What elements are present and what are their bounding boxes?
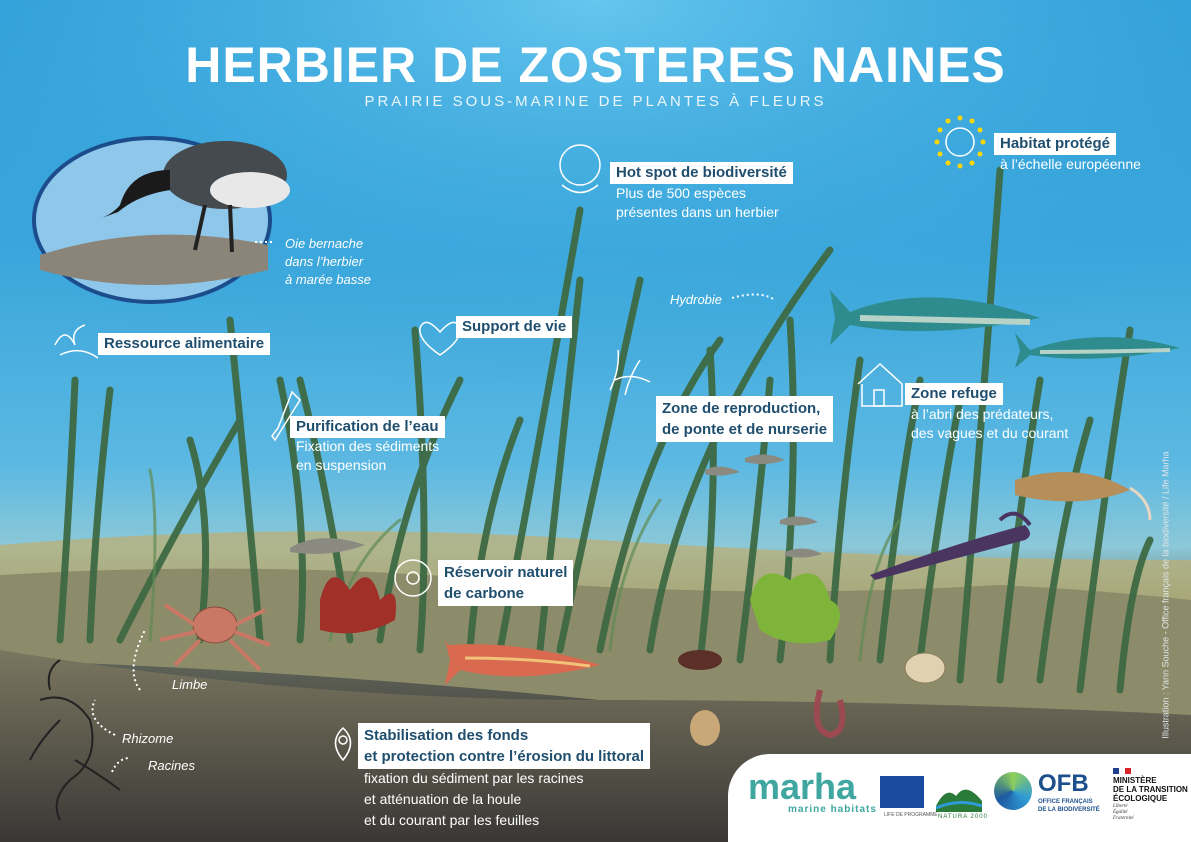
purification-desc: Fixation des sédiments en suspension (296, 438, 440, 473)
limbe-note: Limbe (172, 677, 208, 692)
purification-label: Purification de l’eau (290, 416, 445, 438)
eu-life-text: LIFE DE PROGRAMME (884, 812, 938, 818)
natura-logo (936, 776, 982, 812)
habitat-desc: à l’échelle européenne (1000, 156, 1141, 172)
refuge-desc: à l’abri des prédateurs, des vagues et du courant (911, 406, 1069, 441)
ministry-name: MINISTÈRE DE LA TRANSITION ÉCOLOGIQUE (1113, 776, 1188, 803)
stabilisation-desc: fixation du sédiment par les racines et atténuation de la houle et du courant par les feuilles (364, 770, 584, 828)
hydrobie-note: Hydrobie (670, 292, 723, 307)
rhizome-note: Rhizome (122, 731, 174, 746)
marha-subtitle: marine habitats (788, 804, 877, 815)
ministry-motto: Liberté Égalité Fraternité (1113, 804, 1134, 821)
ministry-flag (1113, 768, 1131, 774)
ofb-logo-text: OFB (1038, 770, 1089, 797)
refuge-label: Zone refuge (905, 383, 1003, 405)
racines-note: Racines (148, 758, 195, 773)
support-label: Support de vie (456, 316, 572, 338)
marha-logo: marha (748, 766, 857, 807)
logos-footer (728, 754, 1191, 842)
hotspot-label: Hot spot de biodiversité (610, 162, 793, 184)
eu-life-logo (880, 776, 924, 808)
habitat-label: Habitat protégé (994, 133, 1116, 155)
goose-note: Oie bernache dans l’herbier à marée basse (285, 236, 371, 287)
natura-text: NATURA 2000 (938, 814, 988, 820)
hotspot-desc: Plus de 500 espèces présentes dans un herbier (616, 185, 779, 220)
ofb-logo-icon (994, 772, 1032, 810)
stabilisation-label: Stabilisation des fonds et protection contre l’érosion du littoral (358, 723, 650, 769)
ressource-label: Ressource alimentaire (98, 333, 270, 355)
carbone-label: Réservoir naturel de carbone (438, 560, 573, 606)
reproduction-label: Zone de reproduction, de ponte et de nurserie (656, 396, 833, 442)
page-subtitle: PRAIRIE SOUS-MARINE DE PLANTES À FLEURS (364, 93, 827, 110)
ofb-subtitle: OFFICE FRANÇAIS DE LA BIODIVERSITÉ (1038, 799, 1100, 813)
page-title: HERBIER DE ZOSTERES NAINES (185, 37, 1006, 93)
illustration-credit: Illustration : Yann Souche - Office français de la biodiversité / Life Marha (1160, 451, 1171, 739)
